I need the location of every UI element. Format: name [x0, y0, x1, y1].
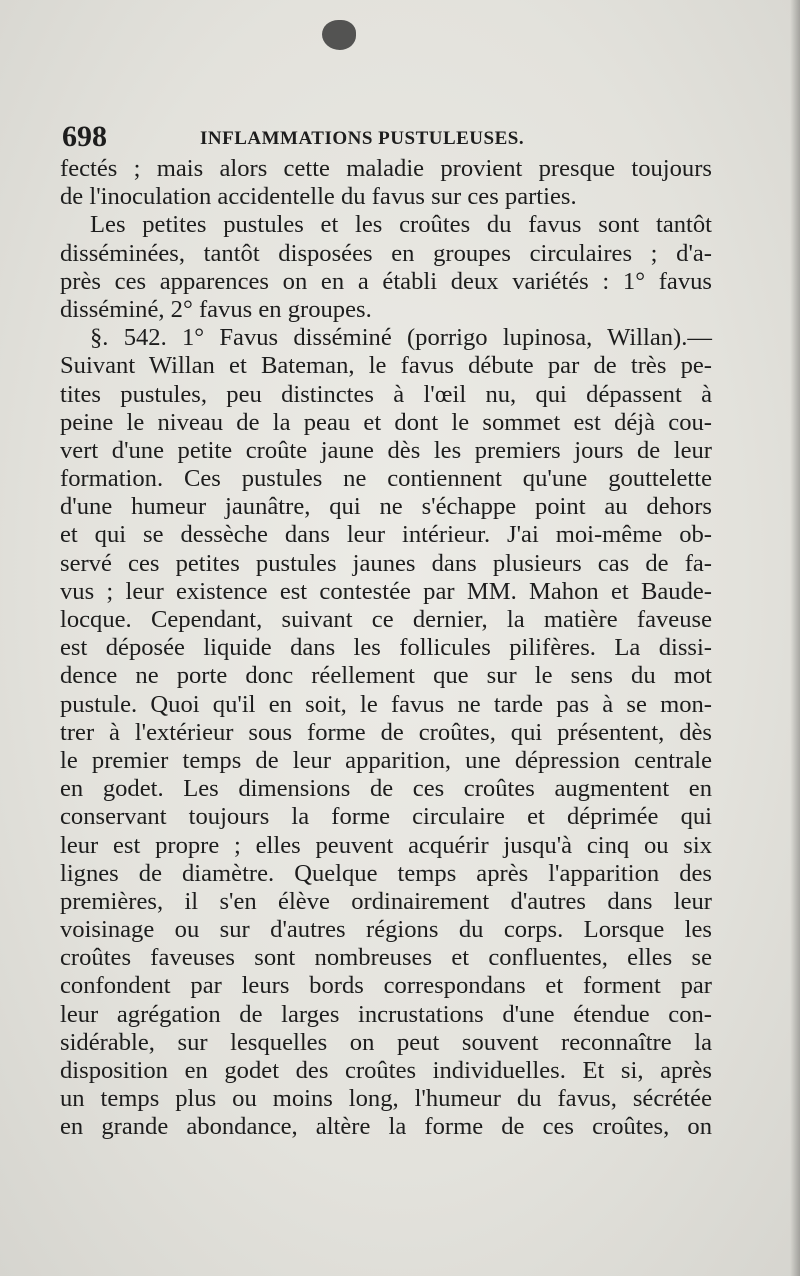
text-line: premières, il s'en élève ordinairement d'autres dans leur	[60, 887, 712, 915]
text-line: fectés ; mais alors cette maladie provient presque toujours	[60, 155, 712, 182]
text-line: en grande abondance, altère la forme de ces croûtes, on	[60, 1113, 712, 1141]
text-line: près ces apparences on en a établi deux variétés : 1° favus	[60, 267, 712, 295]
running-head: INFLAMMATIONS PUSTULEUSES.	[200, 128, 525, 149]
text-line: lignes de diamètre. Quelque temps après l'apparition des	[60, 859, 712, 887]
text-line: leur est propre ; elles peuvent acquérir jusqu'à cinq ou six	[60, 831, 712, 859]
text-line: le premier temps de leur apparition, une dépression centrale	[60, 746, 712, 774]
text-line: trer à l'extérieur sous forme de croûtes, qui présentent, dès	[60, 718, 712, 746]
text-line: formation. Ces pustules ne contiennent qu'une gouttelette	[60, 465, 712, 493]
text-line: disséminé, 2° favus en groupes.	[60, 295, 372, 323]
text-line: Suivant Willan et Bateman, le favus débute par de très pe-	[60, 352, 712, 380]
text-line: servé ces petites pustules jaunes dans plusieurs cas de fa-	[60, 549, 712, 577]
text-line: d'une humeur jaunâtre, qui ne s'échappe point au dehors	[60, 493, 712, 521]
text-line: disposition en godet des croûtes individuelles. Et si, après	[60, 1057, 712, 1084]
text-line: confondent par leurs bords correspondans et forment par	[60, 972, 712, 1000]
text-line: vert d'une petite croûte jaune dès les premiers jours de leur	[60, 436, 712, 464]
page-header	[62, 118, 722, 158]
body-text	[60, 155, 712, 1142]
text-line: en godet. Les dimensions de ces croûtes augmentent en	[60, 775, 712, 803]
text-line: et qui se dessèche dans leur intérieur. J'ai moi-même ob-	[60, 521, 712, 549]
text-line: peine le niveau de la peau et dont le sommet est déjà cou-	[60, 408, 712, 436]
text-line: un temps plus ou moins long, l'humeur du favus, sécrétée	[60, 1085, 712, 1113]
text-line: disséminées, tantôt disposées en groupes circulaires ; d'a-	[60, 239, 712, 267]
text-line: voisinage ou sur d'autres régions du corps. Lorsque les	[60, 916, 712, 944]
text-line: pustule. Quoi qu'il en soit, le favus ne tarde pas à se mon-	[60, 690, 712, 718]
text-line: croûtes faveuses sont nombreuses et confluentes, elles se	[60, 944, 712, 972]
page-edge-shadow	[790, 0, 800, 1276]
text-line: de l'inoculation accidentelle du favus sur ces parties.	[60, 183, 577, 211]
text-line: dence ne porte donc réellement que sur le sens du mot	[60, 662, 712, 690]
text-line: vus ; leur existence est contestée par MM. Mahon et Baude-	[60, 577, 712, 605]
text-line: Les petites pustules et les croûtes du favus sont tantôt	[90, 211, 712, 239]
text-line: leur agrégation de larges incrustations d'une étendue con-	[60, 1000, 712, 1028]
text-line: est déposée liquide dans les follicules pilifères. La dissi-	[60, 634, 712, 662]
text-line: conservant toujours la forme circulaire et déprimée qui	[60, 803, 712, 831]
text-line: sidérable, sur lesquelles on peut souvent reconnaître la	[60, 1028, 712, 1056]
text-line: locque. Cependant, suivant ce dernier, la matière faveuse	[60, 606, 712, 633]
ink-blot	[322, 20, 356, 50]
text-line: §. 542. 1° Favus disséminé (porrigo lupinosa, Willan).—	[90, 324, 712, 352]
page-number: 698	[62, 120, 107, 153]
text-line: tites pustules, peu distinctes à l'œil nu, qui dépassent à	[60, 380, 712, 408]
